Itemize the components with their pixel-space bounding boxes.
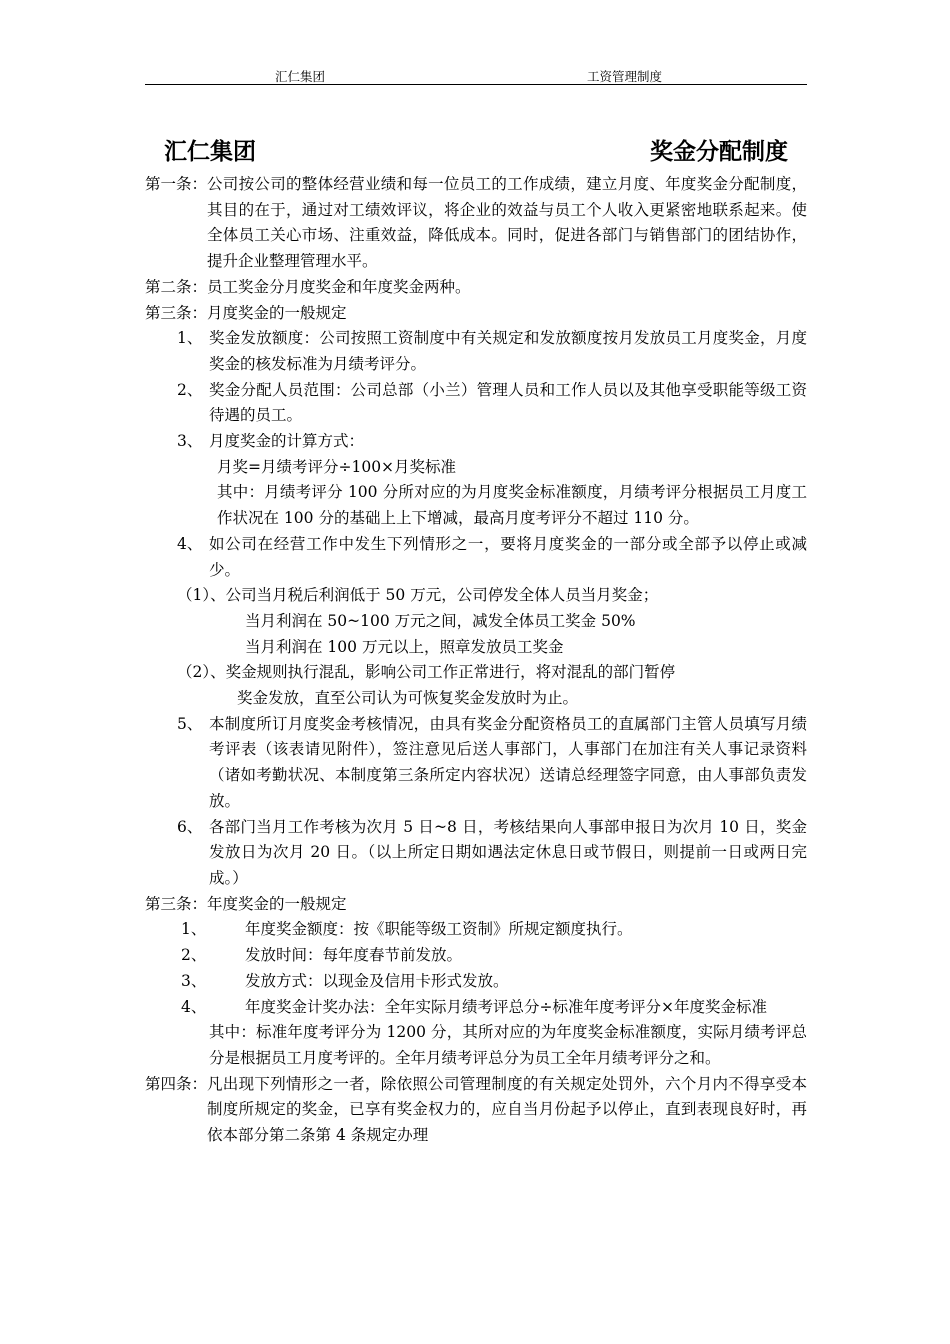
header-doc-name: 工资管理制度: [587, 69, 663, 84]
article-3-annual: [145, 892, 807, 918]
article-1: [145, 172, 807, 275]
list-item: [145, 532, 807, 583]
item-number: 6、: [177, 817, 203, 836]
item-number: 2、: [177, 380, 203, 399]
article-label: 第一条：: [145, 175, 208, 193]
list-item: [145, 815, 807, 892]
item-text: 年度奖金额度：按《职能等级工资制》所规定额度执行。: [245, 920, 633, 939]
article-label: 第三条：: [145, 894, 208, 913]
header-company: 汇仁集团: [275, 69, 326, 84]
item-number: 3、: [177, 432, 203, 451]
item-text: 发放时间：每年度春节前发放。: [245, 946, 463, 965]
list-item: [145, 712, 807, 815]
item-number: 3、: [181, 971, 207, 990]
list-item: [145, 943, 807, 969]
article-text: 公司按公司的整体经营业绩和每一位员工的工作成绩，建立月度、年度奖金分配制度，其目的在于，通过对工绩效评议，将企业的效益与员工个人收入更紧密地联系起来。使全体员工关心市场、注重效益，降低成本。同时，促进各部门与销售部门的团结协作，提升企业整理管理水平。: [207, 175, 807, 271]
item-number: 1、: [177, 329, 203, 348]
item-text: 年度奖金计奖办法：全年实际月绩考评总分÷标准年度考评分×年度奖金标准: [245, 997, 767, 1016]
item-text: 奖金发放额度：公司按照工资制度中有关规定和发放额度按月发放员工月度奖金，月度奖金的核发标准为月绩考评分。: [209, 329, 807, 373]
list-item: [145, 378, 807, 429]
title-name: 奖金分配制度: [650, 139, 788, 165]
sub-item: （2）、奖金规则执行混乱，影响公司工作正常进行，将对混乱的部门暂停: [177, 663, 676, 682]
sub-item-line: 当月利润在 50~100 万元之间，减发全体员工奖金 50%: [245, 611, 636, 630]
item-number: 5、: [177, 714, 203, 733]
annual-note: 其中：标准年度考评分为 1200 分，其所对应的为年度奖金标准额度，实际月绩考评总分是根据员工月度考评的。全年月绩考评总分为员工全年月绩考评分之和。: [209, 1023, 807, 1067]
article-2: [145, 275, 807, 301]
document-body: [145, 172, 807, 1149]
formula-note: 其中：月绩考评分 100 分所对应的为月度奖金标准额度，月绩考评分根据员工月度工作状况在 100 分的基础上上下增减，最高月度考评分不超过 110 分。: [217, 483, 807, 528]
article-label: 第三条：: [145, 303, 208, 322]
document-title: [145, 133, 807, 167]
list-item: [145, 326, 807, 377]
list-item: [145, 969, 807, 995]
article-4: [145, 1072, 807, 1149]
item-text: 发放方式：以现金及信用卡形式发放。: [245, 971, 509, 990]
item-text: 如公司在经营工作中发生下列情形之一，要将月度奖金的一部分或全部予以停止或减少。: [209, 534, 807, 579]
item-text: 各部门当月工作考核为次月 5 日~8 日，考核结果向人事部申报日为次月 10 日，奖金发放日为次月 20 日。（以上所定日期如遇法定休息日或节假日，则提前一日或两日完成。）: [209, 817, 807, 887]
item-number: 4、: [177, 534, 203, 553]
article-label: 第四条：: [145, 1074, 208, 1093]
article-text: 年度奖金的一般规定: [207, 894, 347, 913]
item-text: 奖金分配人员范围：公司总部（小兰）管理人员和工作人员以及其他享受职能等级工资待遇的员工。: [209, 380, 807, 425]
article-3: [145, 301, 807, 327]
item-text: 月度奖金的计算方式：: [209, 432, 365, 451]
list-item: [145, 917, 807, 943]
article-text: 凡出现下列情形之一者，除依照公司管理制度的有关规定处罚外，六个月内不得享受本制度所规定的奖金，已享有奖金权力的，应自当月份起予以停止，直到表现良好时，再依本部分第二条第 4 条规定办理: [207, 1074, 807, 1145]
page-header: [145, 62, 807, 85]
sub-item-line: 奖金发放，直至公司认为可恢复奖金发放时为止。: [237, 689, 579, 708]
item-number: 1、: [181, 920, 207, 939]
article-label: 第二条：: [145, 277, 208, 296]
sub-item: （1）、公司当月税后利润低于 50 万元，公司停发全体人员当月奖金；: [177, 586, 659, 605]
sub-item-line: 当月利润在 100 万元以上，照章发放员工奖金: [245, 637, 564, 656]
article-text: 员工奖金分月度奖金和年度奖金两种。: [207, 277, 471, 296]
title-company: 汇仁集团: [164, 139, 256, 165]
list-item: [145, 429, 807, 455]
item-text: 本制度所订月度奖金考核情况，由具有奖金分配资格员工的直属部门主管人员填写月绩考评表（该表请见附件），签注意见后送人事部门，人事部门在加注有关人事记录资料（诸如考勤状况、本制度第三条所定内容状况）送请总经理签字同意，由人事部负责发放。: [209, 714, 807, 810]
formula: 月奖=月绩考评分÷100×月奖标准: [217, 457, 457, 476]
item-number: 2、: [181, 946, 207, 965]
article-text: 月度奖金的一般规定: [207, 303, 347, 322]
list-item: [145, 995, 807, 1021]
item-number: 4、: [181, 997, 207, 1016]
